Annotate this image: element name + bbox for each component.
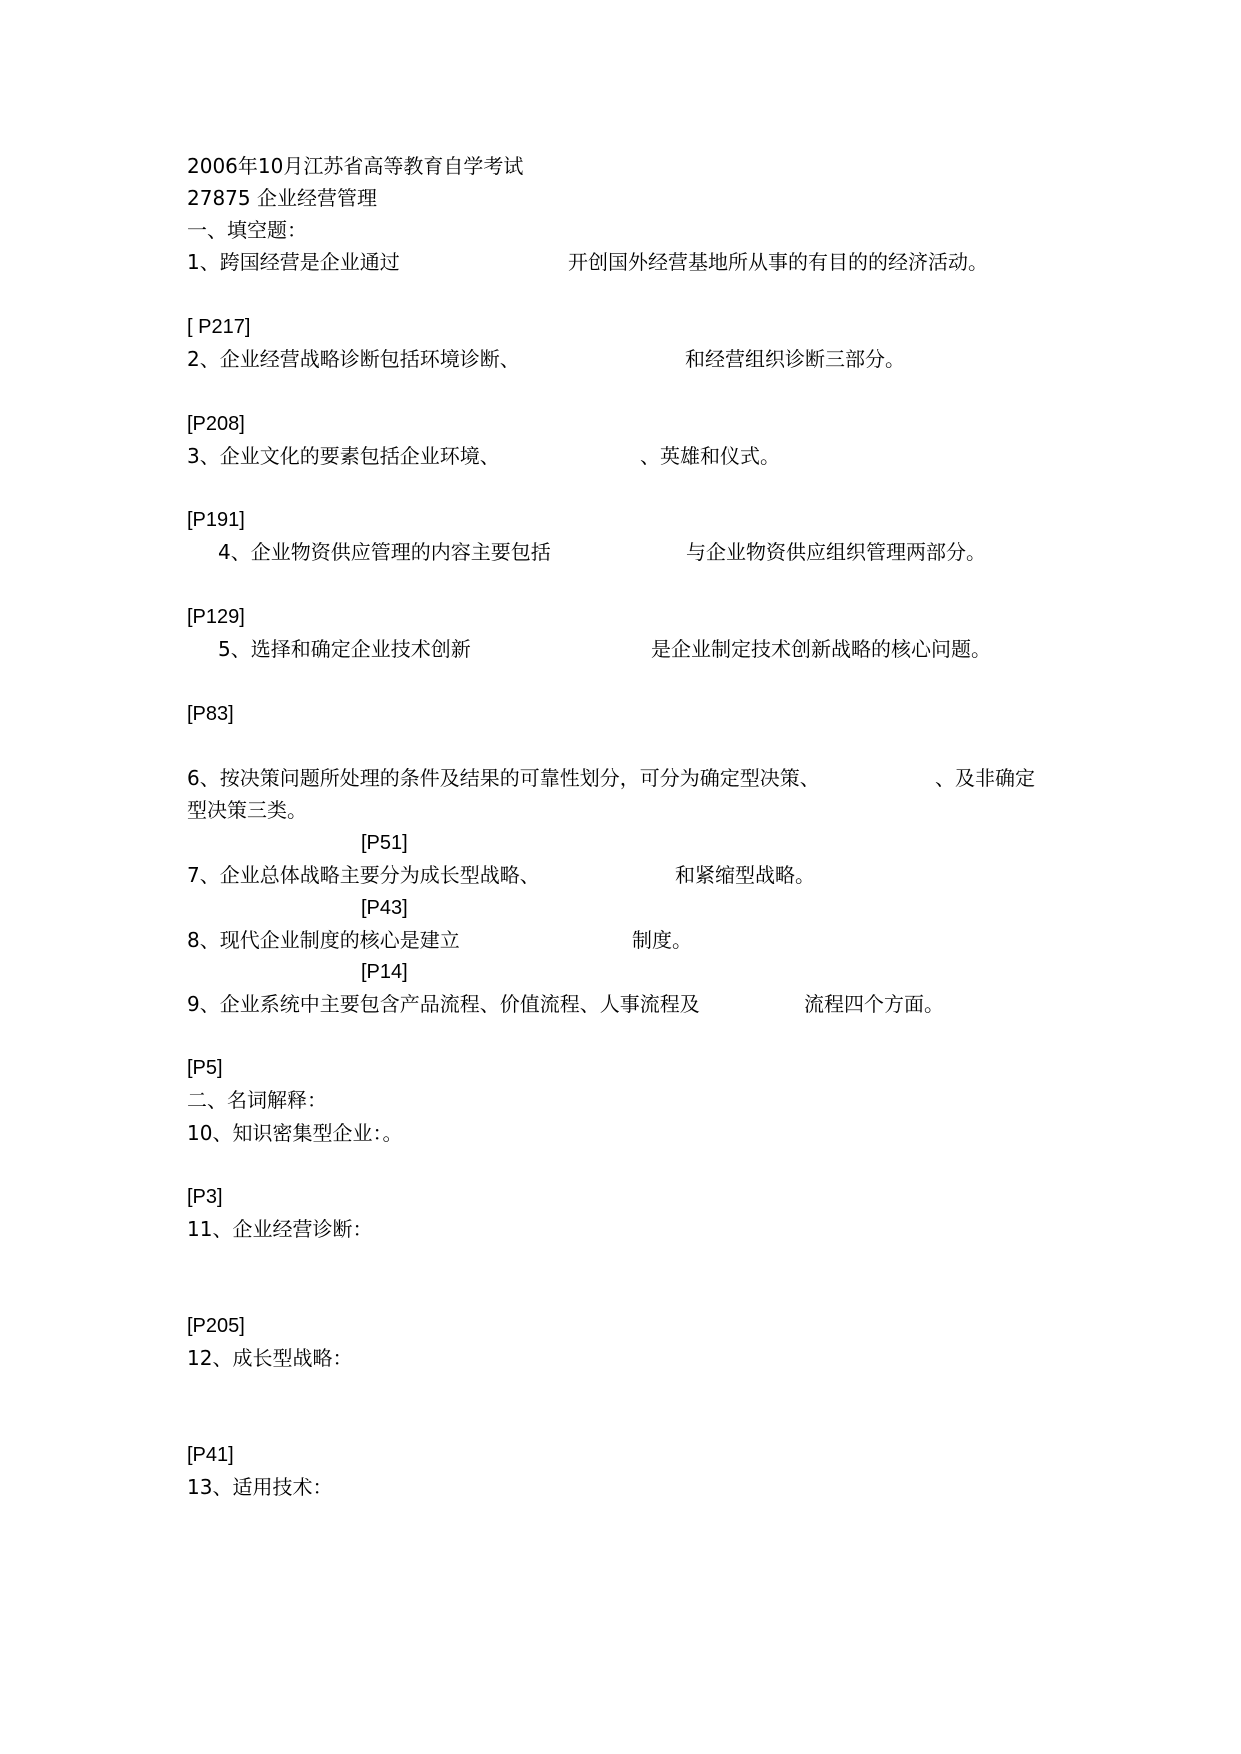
question-6-continuation: 型决策三类。: [187, 798, 307, 822]
question-9-part-a: 9、企业系统中主要包含产品流程、价值流程、人事流程及: [187, 992, 700, 1016]
page-ref-q7: [P43]: [361, 897, 408, 919]
exam-title: 2006年10月江苏省高等教育自学考试: [187, 154, 524, 178]
section-heading-fill-blank: 一、填空题：: [187, 218, 307, 242]
page-ref-q4: [P129]: [187, 606, 245, 628]
question-13: 13、适用技术：: [187, 1475, 333, 1499]
question-9-part-b: 流程四个方面。: [804, 992, 944, 1016]
question-1-part-a: 1、跨国经营是企业通过: [187, 250, 400, 274]
page-ref-q6: [P51]: [361, 832, 408, 854]
question-7-part-b: 和紧缩型战略。: [675, 863, 815, 887]
question-6-part-b: 、及非确定: [935, 766, 1035, 790]
question-12: 12、成长型战略：: [187, 1346, 353, 1370]
question-7-part-a: 7、企业总体战略主要分为成长型战略、: [187, 863, 540, 887]
question-1-part-b: 开创国外经营基地所从事的有目的的经济活动。: [568, 250, 988, 274]
question-2-part-a: 2、企业经营战略诊断包括环境诊断、: [187, 347, 520, 371]
question-3-part-a: 3、企业文化的要素包括企业环境、: [187, 444, 500, 468]
question-3-part-b: 、英雄和仪式。: [640, 444, 780, 468]
page-ref-q10: [P3]: [187, 1186, 223, 1208]
course-title: 27875 企业经营管理: [187, 186, 377, 210]
page-ref-q3: [P191]: [187, 509, 245, 531]
page-ref-q8: [P14]: [361, 961, 408, 983]
question-2-part-b: 和经营组织诊断三部分。: [685, 347, 905, 371]
question-10: 10、知识密集型企业：。: [187, 1121, 403, 1145]
question-5-part-a: 5、选择和确定企业技术创新: [218, 637, 471, 661]
question-11: 11、企业经营诊断：: [187, 1217, 373, 1241]
question-8-part-b: 制度。: [632, 928, 692, 952]
page-ref-q9: [P5]: [187, 1057, 223, 1079]
page-ref-q2: [P208]: [187, 413, 245, 435]
page-ref-q12: [P41]: [187, 1444, 234, 1466]
question-4-part-a: 4、企业物资供应管理的内容主要包括: [218, 540, 551, 564]
page-ref-q11: [P205]: [187, 1315, 245, 1337]
question-6-part-a: 6、按决策问题所处理的条件及结果的可靠性划分，可分为确定型决策、: [187, 766, 820, 790]
question-4-part-b: 与企业物资供应组织管理两部分。: [686, 540, 986, 564]
question-5-part-b: 是企业制定技术创新战略的核心问题。: [651, 637, 991, 661]
question-8-part-a: 8、现代企业制度的核心是建立: [187, 928, 460, 952]
section-heading-definitions: 二、名词解释：: [187, 1088, 327, 1112]
page-ref-q5: [P83]: [187, 703, 234, 725]
page-ref-q1: [ P217]: [187, 316, 251, 338]
